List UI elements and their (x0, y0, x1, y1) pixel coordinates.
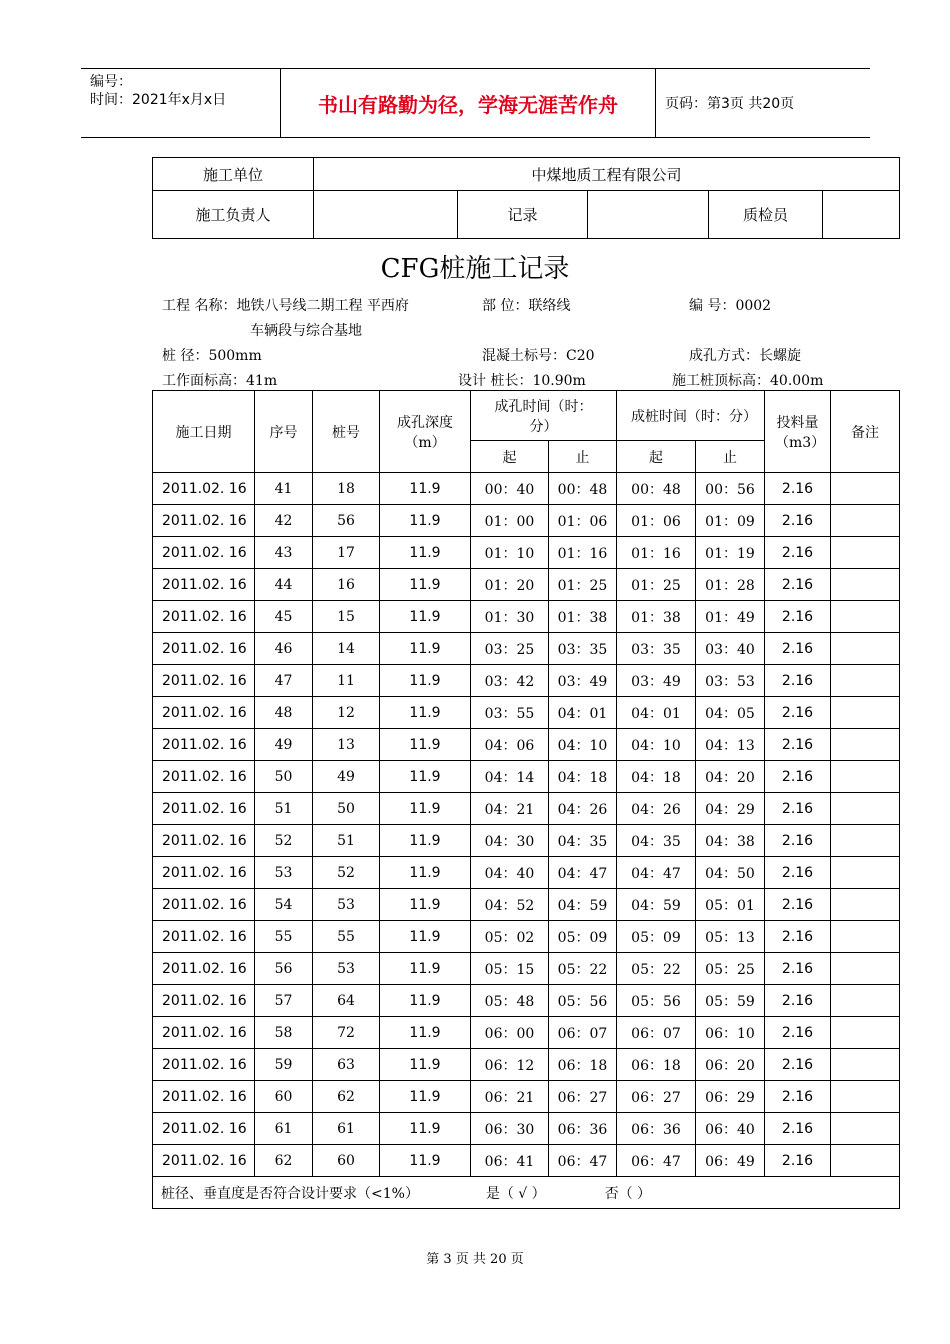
cell-seq: 44 (255, 569, 313, 601)
cell-depth: 11.9 (380, 601, 471, 633)
cell-seq: 61 (255, 1113, 313, 1145)
cell-depth: 11.9 (380, 857, 471, 889)
col-depth: 成孔深度（m） (380, 391, 471, 473)
cell-date: 2011.02. 16 (153, 569, 255, 601)
col-pile-time: 成桩时间（时：分） (617, 391, 765, 441)
cell-pile-start: 05：22 (617, 953, 696, 985)
cell-depth: 11.9 (380, 1017, 471, 1049)
cell-remark (831, 985, 900, 1017)
cell-volume: 2.16 (765, 857, 831, 889)
cell-hole-start: 03：25 (471, 633, 549, 665)
cell-pile: 53 (313, 953, 380, 985)
cell-remark (831, 1017, 900, 1049)
cell-seq: 41 (255, 473, 313, 505)
cell-date: 2011.02. 16 (153, 473, 255, 505)
table-row (153, 1145, 900, 1177)
cell-pile: 63 (313, 1049, 380, 1081)
info-design-length: 设计 桩长：10.90m (458, 373, 586, 389)
cell-pile-end: 05：13 (696, 921, 765, 953)
table-row (153, 569, 900, 601)
cell-pile: 17 (313, 537, 380, 569)
cell-hole-start: 01：00 (471, 505, 549, 537)
cell-date: 2011.02. 16 (153, 505, 255, 537)
cell-pile: 12 (313, 697, 380, 729)
cell-pile: 13 (313, 729, 380, 761)
cell-seq: 43 (255, 537, 313, 569)
info-diameter: 桩 径：500mm (162, 348, 262, 364)
cell-depth: 11.9 (380, 761, 471, 793)
cell-seq: 58 (255, 1017, 313, 1049)
cell-pile-start: 04：26 (617, 793, 696, 825)
table-row (153, 953, 900, 985)
cell-volume: 2.16 (765, 537, 831, 569)
cell-hole-start: 04：21 (471, 793, 549, 825)
cell-pile-start: 04：47 (617, 857, 696, 889)
cell-hole-start: 04：30 (471, 825, 549, 857)
col-pile: 桩号 (313, 391, 380, 473)
unit-table (152, 157, 900, 239)
cell-pile-end: 05：59 (696, 985, 765, 1017)
col-hole-end: 止 (549, 441, 617, 473)
cell-seq: 62 (255, 1145, 313, 1177)
cell-pile-end: 01：28 (696, 569, 765, 601)
header-left (81, 69, 281, 137)
cell-pile: 50 (313, 793, 380, 825)
cell-pile: 49 (313, 761, 380, 793)
cell-depth: 11.9 (380, 505, 471, 537)
info-project-cont: 车辆段与综合基地 (250, 323, 362, 339)
cell-remark (831, 569, 900, 601)
document-title: CFG桩施工记录 (380, 254, 570, 284)
cell-volume: 2.16 (765, 729, 831, 761)
cell-volume: 2.16 (765, 601, 831, 633)
cell-seq: 42 (255, 505, 313, 537)
cell-remark (831, 601, 900, 633)
cell-pile-start: 01：38 (617, 601, 696, 633)
cell-volume: 2.16 (765, 505, 831, 537)
cell-pile: 55 (313, 921, 380, 953)
cell-hole-start: 01：20 (471, 569, 549, 601)
cell-date: 2011.02. 16 (153, 889, 255, 921)
cell-hole-end: 04：10 (549, 729, 617, 761)
cell-seq: 48 (255, 697, 313, 729)
cell-depth: 11.9 (380, 665, 471, 697)
table-row (153, 1049, 900, 1081)
table-row (153, 473, 900, 505)
cell-hole-end: 01：25 (549, 569, 617, 601)
cell-volume: 2.16 (765, 1113, 831, 1145)
cell-hole-end: 01：06 (549, 505, 617, 537)
cell-remark (831, 729, 900, 761)
cell-volume: 2.16 (765, 793, 831, 825)
cell-pile: 14 (313, 633, 380, 665)
info-project: 工程 名称：地铁八号线二期工程 平西府 (162, 298, 409, 314)
cell-seq: 49 (255, 729, 313, 761)
cell-hole-start: 06：41 (471, 1145, 549, 1177)
table-row (153, 1081, 900, 1113)
table-row (153, 633, 900, 665)
cell-depth: 11.9 (380, 473, 471, 505)
cell-date: 2011.02. 16 (153, 633, 255, 665)
cell-hole-start: 05：15 (471, 953, 549, 985)
cell-hole-end: 04：26 (549, 793, 617, 825)
cell-pile-start: 03：35 (617, 633, 696, 665)
cell-date: 2011.02. 16 (153, 697, 255, 729)
cell-seq: 46 (255, 633, 313, 665)
cell-pile-start: 06：07 (617, 1017, 696, 1049)
cell-volume: 2.16 (765, 1145, 831, 1177)
cell-pile-end: 06：10 (696, 1017, 765, 1049)
cell-hole-end: 04：01 (549, 697, 617, 729)
cell-remark (831, 537, 900, 569)
header-page-info: 页码：第3页 共20页 (665, 96, 795, 112)
cell-depth: 11.9 (380, 1081, 471, 1113)
cell-pile-start: 01：16 (617, 537, 696, 569)
cell-hole-start: 04：40 (471, 857, 549, 889)
cell-hole-end: 04：18 (549, 761, 617, 793)
cell-seq: 45 (255, 601, 313, 633)
cell-pile-end: 03：40 (696, 633, 765, 665)
cell-remark (831, 825, 900, 857)
cell-pile: 15 (313, 601, 380, 633)
pile-record-table (152, 390, 900, 1209)
cell-date: 2011.02. 16 (153, 665, 255, 697)
cell-depth: 11.9 (380, 921, 471, 953)
cell-pile: 64 (313, 985, 380, 1017)
col-seq: 序号 (255, 391, 313, 473)
cell-date: 2011.02. 16 (153, 825, 255, 857)
cell-pile: 60 (313, 1145, 380, 1177)
cell-seq: 60 (255, 1081, 313, 1113)
cell-pile-start: 01：06 (617, 505, 696, 537)
cell-pile-start: 06：18 (617, 1049, 696, 1081)
cell-hole-end: 03：35 (549, 633, 617, 665)
page-footer: 第 3 页 共 20 页 (426, 1252, 524, 1267)
cell-hole-end: 05：09 (549, 921, 617, 953)
cell-pile: 53 (313, 889, 380, 921)
cell-volume: 2.16 (765, 473, 831, 505)
table-row (153, 761, 900, 793)
cell-pile-start: 01：25 (617, 569, 696, 601)
cell-date: 2011.02. 16 (153, 729, 255, 761)
col-hole-start: 起 (471, 441, 549, 473)
cell-depth: 11.9 (380, 729, 471, 761)
info-number: 编 号：0002 (689, 298, 772, 314)
cell-remark (831, 473, 900, 505)
cell-hole-end: 00：48 (549, 473, 617, 505)
info-work-elevation: 工作面标高：41m (162, 373, 278, 389)
cell-pile-end: 04：13 (696, 729, 765, 761)
table-row (153, 857, 900, 889)
cell-pile: 62 (313, 1081, 380, 1113)
cell-remark (831, 633, 900, 665)
leader-label: 施工负责人 (153, 191, 314, 239)
cell-pile-end: 06：49 (696, 1145, 765, 1177)
cell-hole-end: 04：47 (549, 857, 617, 889)
cell-depth: 11.9 (380, 1113, 471, 1145)
cell-pile-end: 04：05 (696, 697, 765, 729)
cell-pile-start: 04：35 (617, 825, 696, 857)
cell-date: 2011.02. 16 (153, 1049, 255, 1081)
cell-pile-end: 04：29 (696, 793, 765, 825)
cell-date: 2011.02. 16 (153, 1017, 255, 1049)
cell-hole-end: 04：35 (549, 825, 617, 857)
cell-hole-end: 06：27 (549, 1081, 617, 1113)
cell-pile-end: 06：29 (696, 1081, 765, 1113)
cell-hole-start: 05：02 (471, 921, 549, 953)
cell-remark (831, 665, 900, 697)
table-row (153, 697, 900, 729)
table-row (153, 921, 900, 953)
cell-seq: 52 (255, 825, 313, 857)
cell-seq: 57 (255, 985, 313, 1017)
cell-hole-start: 03：42 (471, 665, 549, 697)
cell-volume: 2.16 (765, 825, 831, 857)
cell-depth: 11.9 (380, 825, 471, 857)
cell-remark (831, 921, 900, 953)
cell-pile-start: 04：10 (617, 729, 696, 761)
col-pile-start: 起 (617, 441, 696, 473)
cell-depth: 11.9 (380, 985, 471, 1017)
cell-volume: 2.16 (765, 921, 831, 953)
cell-hole-end: 01：16 (549, 537, 617, 569)
cell-seq: 53 (255, 857, 313, 889)
cell-volume: 2.16 (765, 1081, 831, 1113)
header-motto: 书山有路勤为径，学海无涯苦作舟 (281, 69, 656, 137)
col-hole-time: 成孔时间（时：分） (471, 391, 617, 441)
cell-pile-end: 05：01 (696, 889, 765, 921)
cell-pile-start: 06：47 (617, 1145, 696, 1177)
cell-volume: 2.16 (765, 665, 831, 697)
cell-hole-end: 05：22 (549, 953, 617, 985)
cell-pile: 51 (313, 825, 380, 857)
cell-hole-start: 06：12 (471, 1049, 549, 1081)
cell-remark (831, 697, 900, 729)
cell-pile: 56 (313, 505, 380, 537)
page-header (81, 68, 870, 138)
cell-date: 2011.02. 16 (153, 601, 255, 633)
cell-volume: 2.16 (765, 633, 831, 665)
cell-depth: 11.9 (380, 1049, 471, 1081)
cell-date: 2011.02. 16 (153, 1113, 255, 1145)
cell-date: 2011.02. 16 (153, 953, 255, 985)
table-row (153, 665, 900, 697)
cell-remark (831, 857, 900, 889)
table-row (153, 793, 900, 825)
verticality-check (153, 1177, 900, 1209)
cell-volume: 2.16 (765, 985, 831, 1017)
cell-pile: 52 (313, 857, 380, 889)
cell-pile-start: 06：27 (617, 1081, 696, 1113)
cell-pile-end: 01：19 (696, 537, 765, 569)
cell-hole-end: 05：56 (549, 985, 617, 1017)
cell-remark (831, 1113, 900, 1145)
cell-depth: 11.9 (380, 889, 471, 921)
cell-pile-end: 06：40 (696, 1113, 765, 1145)
cell-hole-start: 06：00 (471, 1017, 549, 1049)
table-row (153, 985, 900, 1017)
cell-pile-start: 04：01 (617, 697, 696, 729)
cell-pile-start: 04：59 (617, 889, 696, 921)
cell-seq: 54 (255, 889, 313, 921)
cell-volume: 2.16 (765, 1049, 831, 1081)
table-row (153, 537, 900, 569)
cell-hole-start: 06：21 (471, 1081, 549, 1113)
cell-pile-start: 03：49 (617, 665, 696, 697)
info-concrete: 混凝土标号：C20 (482, 348, 595, 364)
cell-volume: 2.16 (765, 569, 831, 601)
cell-seq: 51 (255, 793, 313, 825)
unit-value: 中煤地质工程有限公司 (314, 158, 900, 191)
table-row (153, 1113, 900, 1145)
cell-depth: 11.9 (380, 633, 471, 665)
inspector-label: 质检员 (709, 191, 823, 239)
cell-seq: 50 (255, 761, 313, 793)
cell-hole-end: 06：47 (549, 1145, 617, 1177)
cell-pile-end: 01：49 (696, 601, 765, 633)
cell-remark (831, 1145, 900, 1177)
cell-hole-end: 06：07 (549, 1017, 617, 1049)
col-remark: 备注 (831, 391, 900, 473)
inspector-value (823, 191, 900, 239)
cell-date: 2011.02. 16 (153, 537, 255, 569)
verticality-no: 否（ ） (604, 1185, 652, 1202)
cell-pile-end: 03：53 (696, 665, 765, 697)
cell-remark (831, 793, 900, 825)
cell-hole-start: 04：52 (471, 889, 549, 921)
cell-hole-end: 04：59 (549, 889, 617, 921)
cell-hole-start: 05：48 (471, 985, 549, 1017)
cell-hole-end: 01：38 (549, 601, 617, 633)
cell-volume: 2.16 (765, 761, 831, 793)
cell-hole-start: 03：55 (471, 697, 549, 729)
cell-depth: 11.9 (380, 569, 471, 601)
cell-pile: 11 (313, 665, 380, 697)
cell-volume: 2.16 (765, 953, 831, 985)
cell-hole-end: 03：49 (549, 665, 617, 697)
info-method: 成孔方式：长螺旋 (689, 348, 801, 364)
leader-value (314, 191, 458, 239)
unit-label: 施工单位 (153, 158, 314, 191)
cell-date: 2011.02. 16 (153, 1081, 255, 1113)
cell-depth: 11.9 (380, 953, 471, 985)
cell-date: 2011.02. 16 (153, 1145, 255, 1177)
cell-pile-end: 01：09 (696, 505, 765, 537)
cell-pile-end: 04：20 (696, 761, 765, 793)
cell-seq: 47 (255, 665, 313, 697)
table-row (153, 825, 900, 857)
cell-pile: 18 (313, 473, 380, 505)
cell-seq: 56 (255, 953, 313, 985)
table-row (153, 601, 900, 633)
cell-remark (831, 761, 900, 793)
recorder-value (588, 191, 709, 239)
cell-hole-end: 06：36 (549, 1113, 617, 1145)
cell-remark (831, 505, 900, 537)
col-volume: 投料量（m3） (765, 391, 831, 473)
cell-seq: 59 (255, 1049, 313, 1081)
cell-pile-end: 04：38 (696, 825, 765, 857)
cell-hole-start: 06：30 (471, 1113, 549, 1145)
cell-date: 2011.02. 16 (153, 793, 255, 825)
cell-depth: 11.9 (380, 1145, 471, 1177)
cell-pile-end: 05：25 (696, 953, 765, 985)
time-label: 时间：2021年x月x日 (90, 92, 227, 108)
cell-date: 2011.02. 16 (153, 985, 255, 1017)
cell-volume: 2.16 (765, 1017, 831, 1049)
cell-pile-start: 05：09 (617, 921, 696, 953)
verticality-question: 桩径、垂直度是否符合设计要求（<1%） (161, 1185, 419, 1202)
table-row (153, 889, 900, 921)
cell-remark (831, 1081, 900, 1113)
cell-hole-start: 00：40 (471, 473, 549, 505)
cell-date: 2011.02. 16 (153, 857, 255, 889)
col-pile-end: 止 (696, 441, 765, 473)
info-part: 部 位：联络线 (482, 298, 571, 314)
cell-pile-end: 00：56 (696, 473, 765, 505)
cell-date: 2011.02. 16 (153, 761, 255, 793)
cell-hole-start: 01：30 (471, 601, 549, 633)
cell-depth: 11.9 (380, 697, 471, 729)
cell-hole-start: 04：14 (471, 761, 549, 793)
info-top-elevation: 施工桩顶标高：40.00m (672, 373, 824, 389)
cell-pile: 16 (313, 569, 380, 601)
cell-hole-end: 06：18 (549, 1049, 617, 1081)
cell-hole-start: 01：10 (471, 537, 549, 569)
cell-remark (831, 889, 900, 921)
cell-pile-end: 06：20 (696, 1049, 765, 1081)
cell-depth: 11.9 (380, 537, 471, 569)
cell-remark (831, 953, 900, 985)
cell-hole-start: 04：06 (471, 729, 549, 761)
recorder-label: 记录 (458, 191, 588, 239)
cell-pile-start: 00：48 (617, 473, 696, 505)
cell-remark (831, 1049, 900, 1081)
cell-volume: 2.16 (765, 697, 831, 729)
cell-depth: 11.9 (380, 793, 471, 825)
cell-pile-start: 05：56 (617, 985, 696, 1017)
table-row (153, 505, 900, 537)
cell-pile: 61 (313, 1113, 380, 1145)
cell-pile-end: 04：50 (696, 857, 765, 889)
cell-pile-start: 04：18 (617, 761, 696, 793)
verticality-yes: 是（ √ ） (485, 1185, 546, 1202)
cell-date: 2011.02. 16 (153, 921, 255, 953)
col-date: 施工日期 (153, 391, 255, 473)
cell-seq: 55 (255, 921, 313, 953)
cell-volume: 2.16 (765, 889, 831, 921)
code-label: 编号： (90, 74, 132, 90)
cell-pile: 72 (313, 1017, 380, 1049)
table-row (153, 1017, 900, 1049)
cell-pile-start: 06：36 (617, 1113, 696, 1145)
table-row (153, 729, 900, 761)
